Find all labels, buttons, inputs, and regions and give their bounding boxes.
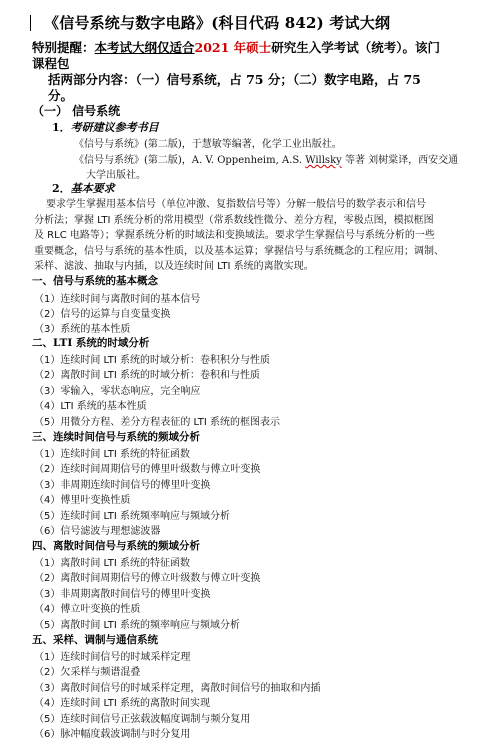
section-4-item: （5）离散时间 LTI 系统的频率响应与频域分析 <box>34 620 240 631</box>
section-5-item: （5）连续时间信号正弦载波幅度调制与频分复用 <box>34 714 251 725</box>
document-title: 《信号系统与数字电路》(科目代码 842) 考试大纲 <box>44 14 391 32</box>
section-3-item: （4）傅里叶变换性质 <box>34 495 131 506</box>
section-1-item: （3）系统的基本性质 <box>34 324 131 335</box>
section-4-heading: 四、离散时间信号与系统的频域分析 <box>32 540 200 552</box>
section-2-item: （4）LTI 系统的基本性质 <box>34 401 147 412</box>
section-3-item: （2）连续时间周期信号的傅里叶级数与傅立叶变换 <box>34 464 261 475</box>
section-4-item: （2）离散时间周期信号的傅立叶级数与傅立叶变换 <box>34 573 261 584</box>
section-5-item: （1）连续时间信号的时域采样定理 <box>34 652 191 663</box>
text-cursor <box>30 15 31 31</box>
section-1-heading: 一、信号与系统的基本概念 <box>32 275 158 287</box>
section-2-item: （2）离散时间 LTI 系统的时域分析：卷积和与性质 <box>34 370 260 381</box>
part-1-title: （一） 信号系统 <box>32 104 121 118</box>
requirement-line-2: 分析法；掌握 LTI 系统分析的常用模型（常系数线性微分、差分方程，零极点图，模拟框图 <box>34 215 434 226</box>
section-2-item: （5）用微分方程、差分方程表征的 LTI 系统的框图表示 <box>34 417 280 428</box>
special-notice <box>32 40 452 104</box>
subsection-2-number: 2． <box>52 182 71 195</box>
section-4-item: （1）离散时间 LTI 系统的特征函数 <box>34 558 190 569</box>
subsection-2-title <box>52 180 115 196</box>
section-4-item: （4）傅立叶变换的性质 <box>34 604 141 615</box>
section-2-heading: 二、LTI 系统的时域分析 <box>32 337 150 349</box>
requirement-line-1: 要求学生掌握用基本信号（单位冲激、复指数信号等）分解一般信号的数学表示和信号 <box>46 199 426 210</box>
notice-label: 特别提醒： <box>32 40 95 55</box>
subsection-1-title <box>52 119 159 135</box>
section-3-item: （5）连续时间 LTI 系统频率响应与频域分析 <box>34 511 230 522</box>
section-5-item: （2）欠采样与频谱混叠 <box>34 667 141 678</box>
section-3-item: （1）连续时间 LTI 系统的特征函数 <box>34 449 190 460</box>
book-1: 《信号与系统》(第二版)，于慧敏等编著，化学工业出版社。 <box>74 139 342 150</box>
section-5-item: （3）离散时间信号的时域采样定理，离散时间信号的抽取和内插 <box>34 683 321 694</box>
notice-text-2: 研究生入学考试（统考）。该门课程包 <box>32 40 440 71</box>
subsection-1-text: 考研建议参考书目 <box>70 121 159 134</box>
section-5-heading: 五、采样、调制与通信系统 <box>32 634 158 646</box>
section-1-item: （1）连续时间与离散时间的基本信号 <box>34 294 201 305</box>
section-2-item: （3）零输入，零状态响应，完全响应 <box>34 386 201 397</box>
notice-year: 2021 年硕士 <box>194 40 272 55</box>
section-3-item: （3）非周期连续时间信号的傅里叶变换 <box>34 480 211 491</box>
subsection-1-number: 1． <box>52 121 71 134</box>
requirement-line-5: 采样、滤波、抽取与内插，以及连续时间 LTI 系统的离散实现。 <box>34 261 314 272</box>
book-2-continued: 大学出版社。 <box>86 170 146 181</box>
subsection-2-text: 基本要求 <box>70 182 115 195</box>
section-3-heading: 三、连续时间信号与系统的频域分析 <box>32 431 200 443</box>
section-5-item: （4）连续时间 LTI 系统的离散时间实现 <box>34 698 210 709</box>
section-4-item: （3）非周期离散时间信号的傅里叶变换 <box>34 589 211 600</box>
section-3-item: （6）信号滤波与理想滤波器 <box>34 526 161 537</box>
requirement-line-4: 重要概念，信号与系统的基本性质，以及基本运算；掌握信号与系统概念的工程应用；调制、 <box>34 246 444 257</box>
section-1-item: （2）信号的运算与自变量变换 <box>34 309 171 320</box>
section-5-item: （6）脉冲幅度载波调制与时分复用 <box>34 729 191 740</box>
notice-text-1: 本考试大纲仅适合 <box>94 40 195 55</box>
section-2-item: （1）连续时间 LTI 系统的时域分析：卷积积分与性质 <box>34 355 270 366</box>
notice-line-2: 括两部分内容：（一）信号系统，占 75 分；（二）数字电路，占 75 <box>48 72 421 87</box>
book-2: 《信号与系统》(第二版)，A. V. Oppenheim, A.S. Willsky 等著 刘树棠译，西安交通 <box>74 155 459 166</box>
requirement-line-3: 及 RLC 电路等）；掌握系统分析的时域法和变换域法。要求学生掌握信号与系统分析的一些 <box>34 230 435 241</box>
notice-line-3: 分。 <box>48 88 74 103</box>
